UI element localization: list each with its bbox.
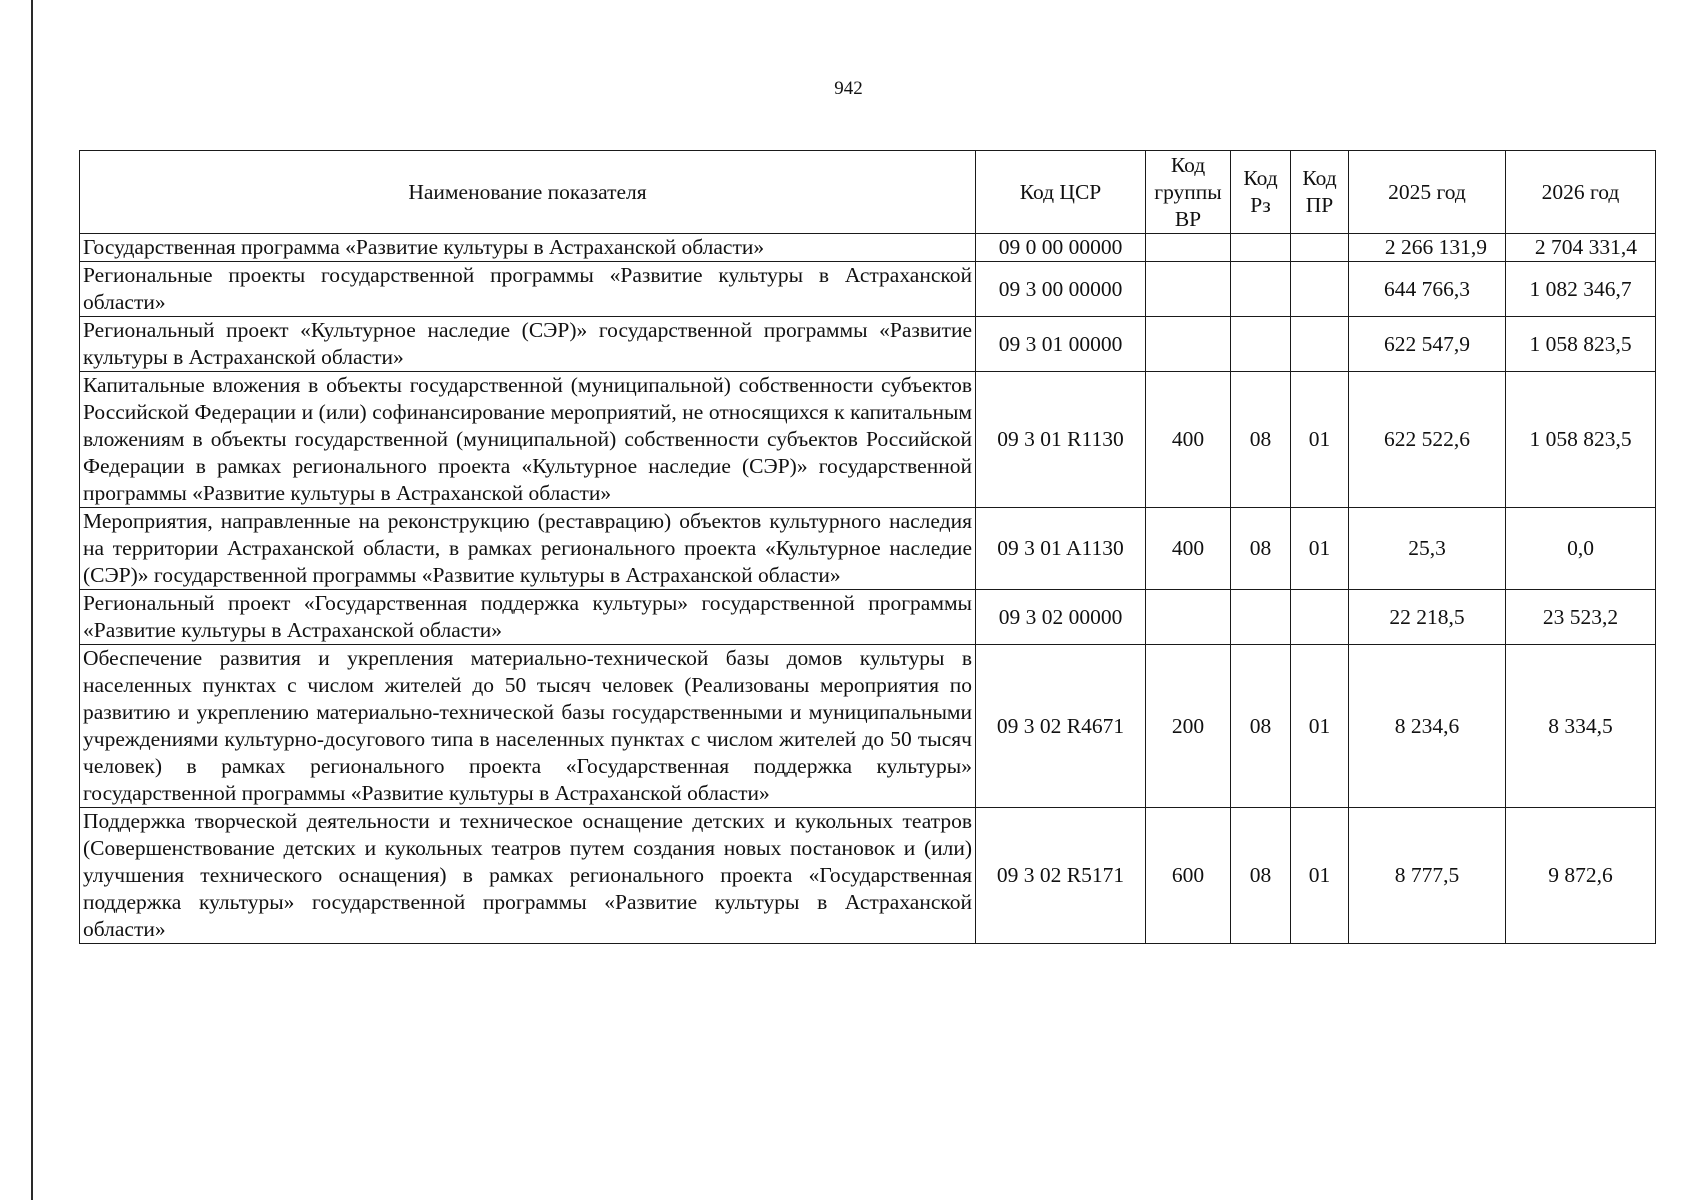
- row-name: Региональный проект «Культурное наследие (СЭР)» государственной программы «Развитие культуры в Астраханской области»: [80, 317, 976, 372]
- table-row: [80, 508, 1656, 590]
- row-vr-code: [1146, 317, 1231, 372]
- table-row: [80, 317, 1656, 372]
- table-row: [80, 808, 1656, 944]
- row-rz-code: [1231, 317, 1291, 372]
- header-rz-code: Код Рз: [1231, 151, 1291, 234]
- row-amount-2025: 22 218,5: [1349, 590, 1506, 645]
- row-name: Региональные проекты государственной программы «Развитие культуры в Астраханской области»: [80, 262, 976, 317]
- row-pr-code: [1291, 262, 1349, 317]
- row-amount-2026: 23 523,2: [1506, 590, 1656, 645]
- row-pr-code: 01: [1291, 508, 1349, 590]
- row-amount-2025: 25,3: [1349, 508, 1506, 590]
- row-vr-code: [1146, 590, 1231, 645]
- row-amount-2026: 9 872,6: [1506, 808, 1656, 944]
- row-name: Обеспечение развития и укрепления материально-технической базы домов культуры в населенных пунктах с числом жителей до 50 тысяч человек (Реализованы мероприятия по развитию и укреплению материально-технической базы государственными и муниципальными учреждениями культурно-досугового типа в населенных пунктах с числом жителей до 50 тысяч человек) в рамках регионального проекта «Государственная поддержка культуры» государственной программы «Развитие культуры в Астраханской области»: [80, 645, 976, 808]
- row-csr-code: 09 3 02 R5171: [976, 808, 1146, 944]
- row-csr-code: 09 3 01 A1130: [976, 508, 1146, 590]
- row-pr-code: 01: [1291, 645, 1349, 808]
- row-name: Мероприятия, направленные на реконструкцию (реставрацию) объектов культурного наследия на территории Астраханской области, в рамках регионального проекта «Культурное наследие (СЭР)» государственной программы «Развитие культуры в Астраханской области»: [80, 508, 976, 590]
- table-row: [80, 234, 1656, 262]
- row-csr-code: 09 0 00 00000: [976, 234, 1146, 262]
- budget-table: [79, 150, 1656, 944]
- row-vr-code: [1146, 262, 1231, 317]
- row-amount-2025: 2 266 131,9: [1349, 234, 1506, 262]
- table-header: [80, 151, 1656, 234]
- row-amount-2026: 2 704 331,4: [1506, 234, 1656, 262]
- row-amount-2025: 644 766,3: [1349, 262, 1506, 317]
- row-vr-code: 400: [1146, 372, 1231, 508]
- row-vr-code: 600: [1146, 808, 1231, 944]
- row-amount-2026: 1 058 823,5: [1506, 372, 1656, 508]
- row-rz-code: 08: [1231, 645, 1291, 808]
- table-row: [80, 372, 1656, 508]
- table-row: [80, 645, 1656, 808]
- row-pr-code: [1291, 317, 1349, 372]
- row-csr-code: 09 3 01 R1130: [976, 372, 1146, 508]
- header-vr-code: Код группы ВР: [1146, 151, 1231, 234]
- row-csr-code: 09 3 00 00000: [976, 262, 1146, 317]
- row-pr-code: 01: [1291, 372, 1349, 508]
- row-csr-code: 09 3 02 00000: [976, 590, 1146, 645]
- row-rz-code: [1231, 590, 1291, 645]
- row-name: Капитальные вложения в объекты государственной (муниципальной) собственности субъектов Российской Федерации и (или) софинансирование мероприятий, не относящихся к капитальным вложениям в объекты государственной (муниципальной) собственности субъектов Российской Федерации в рамках регионального проекта «Культурное наследие (СЭР)» государственной программы «Развитие культуры в Астраханской области»: [80, 372, 976, 508]
- row-amount-2026: 1 058 823,5: [1506, 317, 1656, 372]
- row-pr-code: [1291, 234, 1349, 262]
- row-amount-2025: 622 547,9: [1349, 317, 1506, 372]
- row-vr-code: 400: [1146, 508, 1231, 590]
- row-rz-code: 08: [1231, 372, 1291, 508]
- row-name: Государственная программа «Развитие культуры в Астраханской области»: [80, 234, 976, 262]
- row-amount-2026: 0,0: [1506, 508, 1656, 590]
- header-row: [80, 151, 1656, 234]
- row-vr-code: [1146, 234, 1231, 262]
- header-year-2025: 2025 год: [1349, 151, 1506, 234]
- row-amount-2025: 8 234,6: [1349, 645, 1506, 808]
- row-pr-code: 01: [1291, 808, 1349, 944]
- row-name: Региональный проект «Государственная поддержка культуры» государственной программы «Развитие культуры в Астраханской области»: [80, 590, 976, 645]
- row-amount-2026: 8 334,5: [1506, 645, 1656, 808]
- row-rz-code: 08: [1231, 808, 1291, 944]
- row-amount-2026: 1 082 346,7: [1506, 262, 1656, 317]
- row-csr-code: 09 3 01 00000: [976, 317, 1146, 372]
- row-csr-code: 09 3 02 R4671: [976, 645, 1146, 808]
- row-name: Поддержка творческой деятельности и техническое оснащение детских и кукольных театров (Совершенствование детских и кукольных театров путем создания новых постановок и (или) улучшения технического оснащения) в рамках регионального проекта «Государственная поддержка культуры» государственной программы «Развитие культуры в Астраханской области»: [80, 808, 976, 944]
- table-row: [80, 262, 1656, 317]
- row-amount-2025: 622 522,6: [1349, 372, 1506, 508]
- header-csr-code: Код ЦСР: [976, 151, 1146, 234]
- row-rz-code: [1231, 262, 1291, 317]
- row-rz-code: 08: [1231, 508, 1291, 590]
- header-pr-code: Код ПР: [1291, 151, 1349, 234]
- page-number: 942: [834, 78, 863, 99]
- table-body: [80, 234, 1656, 944]
- header-year-2026: 2026 год: [1506, 151, 1656, 234]
- header-name: Наименование показателя: [80, 151, 976, 234]
- row-vr-code: 200: [1146, 645, 1231, 808]
- row-rz-code: [1231, 234, 1291, 262]
- table-row: [80, 590, 1656, 645]
- page-binding-line: [31, 0, 33, 1200]
- row-amount-2025: 8 777,5: [1349, 808, 1506, 944]
- row-pr-code: [1291, 590, 1349, 645]
